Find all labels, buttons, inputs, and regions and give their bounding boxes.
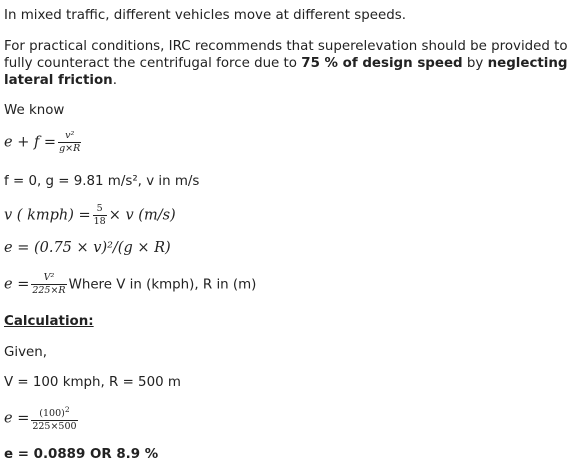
formula1-fraction	[58, 131, 81, 154]
formula4-fraction	[31, 273, 66, 296]
calculation-heading: Calculation:	[4, 314, 94, 329]
formula2-lhs: v ( kmph) =	[4, 207, 91, 224]
given-values: V = 100 kmph, R = 500 m	[4, 375, 181, 390]
given-label: Given,	[4, 345, 48, 360]
formula1-lhs: e + f =	[4, 134, 57, 151]
formula-calculation	[4, 405, 80, 432]
formula1-numerator: v²	[58, 131, 81, 143]
formula2-fraction	[93, 204, 107, 227]
formula2-numerator: 5	[93, 204, 107, 216]
formula4-numerator: V²	[31, 273, 66, 285]
para-text-start: For practical conditions, IRC recommends that superelevation should be provided to fully counteract the centrifugal force due to	[4, 39, 568, 71]
formula5-lhs: e =	[4, 410, 30, 427]
formula4-denominator: 225×R	[32, 285, 66, 296]
formula4-note: Where V in (kmph), R in (m)	[68, 277, 257, 293]
intro-line: In mixed traffic, different vehicles move at different speeds.	[4, 8, 406, 23]
formula1-denominator: g×R	[59, 143, 81, 154]
formula-speed-conversion	[4, 204, 176, 227]
para-text-end: .	[112, 73, 117, 88]
formula-superelevation	[4, 131, 83, 154]
formula5-fraction	[31, 405, 77, 432]
formula-kmph	[4, 273, 256, 296]
para-bold-lateral-friction: neglecting lateral friction	[4, 56, 568, 88]
formula5-num-exponent: 2	[64, 405, 70, 414]
values-line: f = 0, g = 9.81 m/s², v in m/s	[4, 174, 200, 189]
irc-recommendation-paragraph	[4, 38, 572, 89]
formula5-numerator	[31, 405, 77, 421]
para-bold-design-speed: 75 % of design speed	[301, 56, 463, 71]
formula2-rhs: × v (m/s)	[108, 207, 176, 224]
formula2-denominator: 18	[93, 216, 106, 227]
formula4-lhs: e =	[4, 276, 30, 293]
formula5-denominator: 225×500	[32, 421, 77, 432]
formula-75-percent: e = (0.75 × v)²/(g × R)	[4, 240, 171, 256]
result-line: e = 0.0889 OR 8.9 %	[4, 447, 159, 462]
we-know-label: We know	[4, 103, 65, 118]
para-text-mid: by	[462, 56, 488, 71]
formula5-num-base: (100)	[39, 408, 65, 419]
